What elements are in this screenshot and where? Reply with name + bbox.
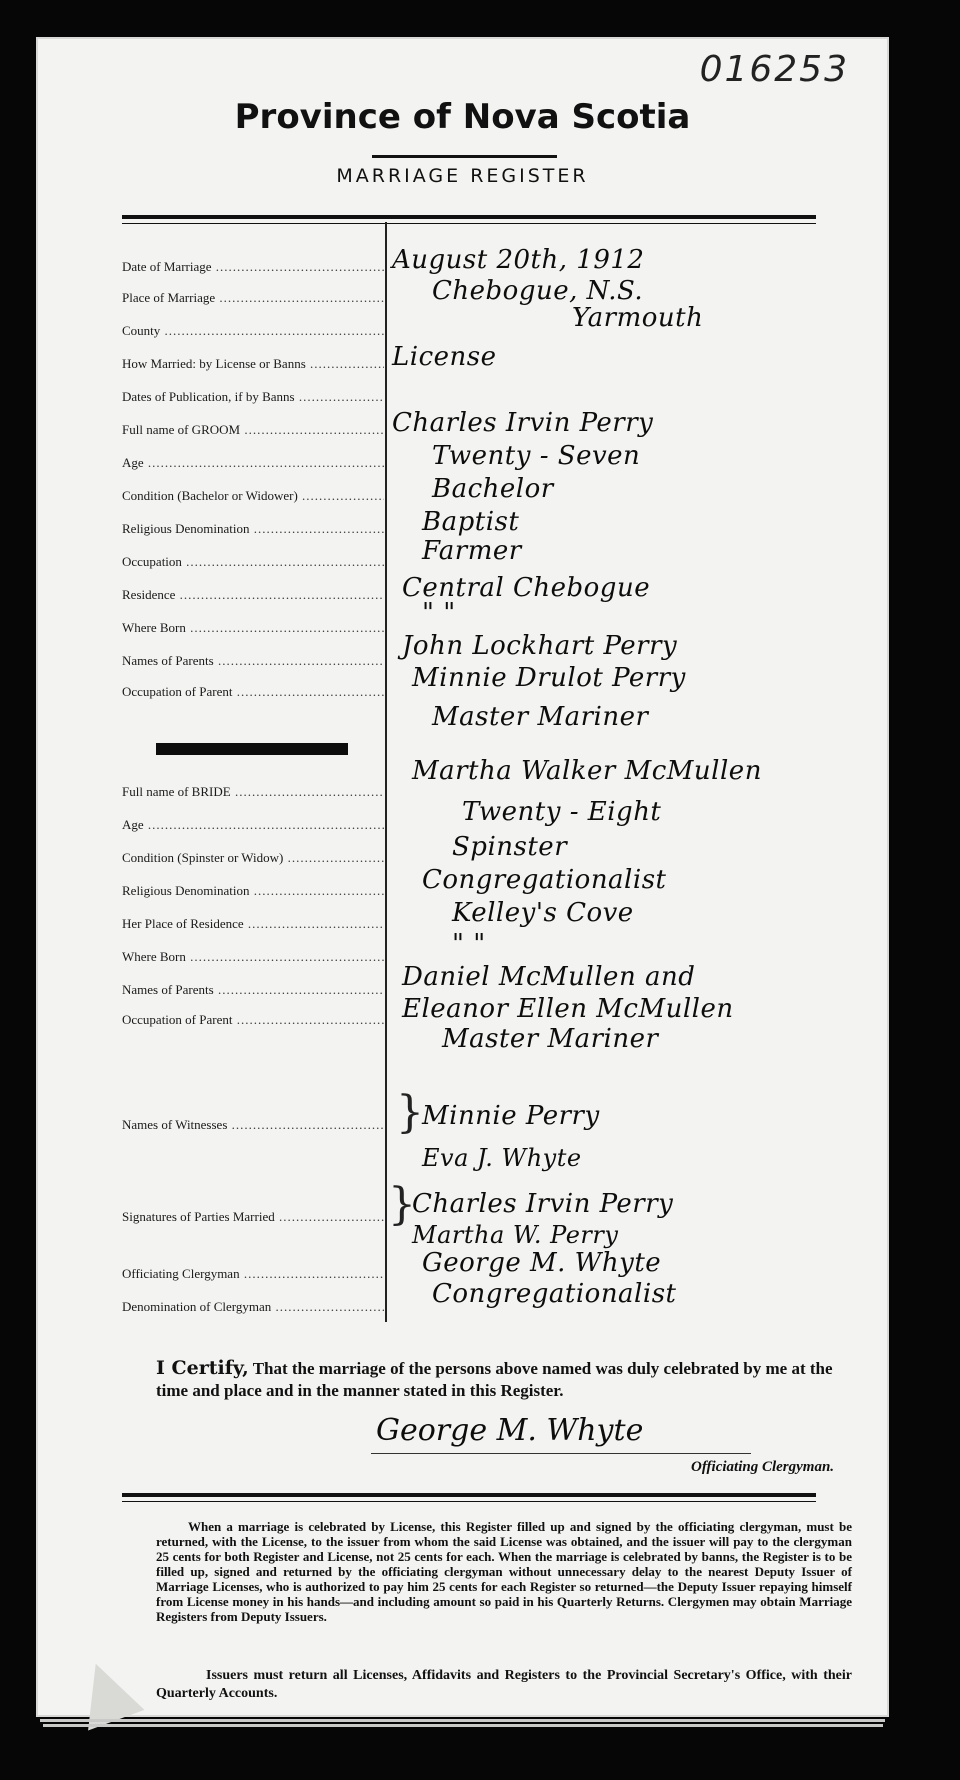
- signature-line: [371, 1453, 751, 1454]
- field-value: George M. Whyte: [422, 1248, 662, 1278]
- field-label: Denomination of Clergyman .....: [122, 1299, 384, 1315]
- bride-section-marker: [156, 743, 348, 755]
- field-value: Congregationalist: [422, 865, 667, 895]
- field-label: Officiating Clergyman .....: [122, 1266, 384, 1282]
- field-label: Where Born .....: [122, 620, 384, 636]
- field-value: Yarmouth: [572, 303, 704, 333]
- top-divider-thin: [122, 223, 816, 224]
- field-label: Residence .....: [122, 587, 384, 603]
- field-value-secondary: Eleanor Ellen McMullen: [402, 994, 734, 1024]
- certify-lead: I Certify,: [156, 1357, 249, 1379]
- field-label: Occupation .....: [122, 554, 384, 570]
- row-bride-parent-occupation: [122, 1012, 802, 1072]
- field-label: Full name of BRIDE .....: [122, 784, 384, 800]
- field-label: Age .....: [122, 817, 384, 833]
- field-value: License: [392, 342, 497, 372]
- signature-caption: Officiating Clergyman.: [691, 1459, 835, 1475]
- field-value: Twenty - Eight: [462, 797, 662, 827]
- top-divider: [122, 215, 816, 219]
- field-label: County .....: [122, 323, 384, 339]
- field-value: Baptist: [422, 507, 520, 537]
- field-value: Charles Irvin Perry: [392, 408, 654, 438]
- field-value-secondary: Martha W. Perry: [412, 1221, 619, 1249]
- field-label: Her Place of Residence .....: [122, 916, 384, 932]
- field-label: Dates of Publication, if by Banns .....: [122, 389, 384, 405]
- issuer-instruction: Issuers must return all Licenses, Affidavits and Registers to the Provincial Secretary's Office, with their Quarterly Accounts.: [156, 1668, 852, 1701]
- field-label: Names of Parents .....: [122, 653, 384, 669]
- field-value-secondary: Minnie Drulot Perry: [412, 663, 686, 693]
- field-value: Master Mariner: [442, 1024, 659, 1054]
- page-title: Province of Nova Scotia: [234, 97, 691, 137]
- field-value: Charles Irvin Perry: [412, 1189, 674, 1219]
- field-label: Date of Marriage .....: [122, 259, 384, 275]
- field-label: Signatures of Parties Married .....: [122, 1209, 384, 1225]
- field-label: Age .....: [122, 455, 384, 471]
- field-value: Martha Walker McMullen: [412, 756, 762, 786]
- signature-brace: }: [388, 1179, 416, 1230]
- paper-edge: [40, 1719, 885, 1722]
- field-label: Religious Denomination .....: [122, 521, 384, 537]
- certification-statement: [156, 1357, 856, 1402]
- field-label: Religious Denomination .....: [122, 883, 384, 899]
- field-label: Full name of GROOM .....: [122, 422, 384, 438]
- row-how-married: [122, 342, 802, 382]
- field-value: " ": [452, 929, 486, 959]
- register-form: [36, 37, 889, 1717]
- field-label: Where Born .....: [122, 949, 384, 965]
- field-value: Farmer: [422, 536, 522, 566]
- bottom-divider-thin: [122, 1501, 816, 1502]
- field-label: Condition (Bachelor or Widower) .....: [122, 488, 384, 504]
- row-signatures: [122, 1177, 802, 1249]
- bottom-divider: [122, 1493, 816, 1497]
- field-label: Place of Marriage .....: [122, 290, 384, 306]
- field-value: August 20th, 1912: [392, 245, 645, 275]
- title-divider: [372, 155, 557, 158]
- field-value: John Lockhart Perry: [402, 631, 678, 661]
- field-value: Bachelor: [432, 474, 554, 504]
- field-value: Minnie Perry: [422, 1101, 600, 1131]
- field-value: Kelley's Cove: [452, 898, 634, 928]
- row-witnesses: [122, 1069, 802, 1172]
- document-number: 016253: [699, 49, 849, 90]
- field-label: Names of Parents .....: [122, 982, 384, 998]
- license-notice: When a marriage is celebrated by License, this Register filled up and signed by the officiating clergyman, must be returned, with the License, to the issuer from whom the said License was obtained, and the issuer will pay to the clergyman 25 cents for both Register and License, not 25 cents for each. When the marriage is celebrated by banns, the Register is to be filled up, signed and returned by the officiating clergyman without unnecessary delay to the nearest Deputy Issuer of Marriage Licenses, who is authorized to pay him 25 cents for each Register so returned—the Deputy Issuer repaying himself from License money in his hands—and including amount so paid in his Quarterly Returns. Clergymen may obtain Marriage Registers from Deputy Issuers.: [156, 1519, 852, 1624]
- field-label: Names of Witnesses .....: [122, 1117, 384, 1133]
- witness-brace: }: [396, 1087, 424, 1138]
- field-value: Central Chebogue: [402, 573, 651, 603]
- field-value: Master Mariner: [432, 702, 649, 732]
- field-label: Condition (Spinster or Widow) .....: [122, 850, 384, 866]
- field-value: Twenty - Seven: [432, 441, 641, 471]
- clergyman-signature: George M. Whyte: [376, 1413, 644, 1448]
- field-label: Occupation of Parent .....: [122, 684, 384, 700]
- form-subtitle: MARRIAGE REGISTER: [336, 165, 589, 187]
- field-label: Occupation of Parent .....: [122, 1012, 384, 1028]
- row-clergyman-denomination: [122, 1279, 802, 1325]
- row-groom-parent-occupation: [122, 684, 802, 744]
- row-groom-residence: [122, 573, 802, 613]
- field-label: How Married: by License or Banns .....: [122, 356, 384, 372]
- paper-edge: [43, 1724, 883, 1727]
- field-value: Congregationalist: [432, 1279, 677, 1309]
- field-value-secondary: Eva J. Whyte: [422, 1144, 582, 1172]
- field-value: Spinster: [452, 832, 568, 862]
- field-value: Chebogue, N.S.: [432, 276, 644, 306]
- certify-text: That the marriage of the persons above named was duly celebrated by me at the time and place and in the manner stated in this Register.: [156, 1359, 833, 1400]
- field-value: " ": [422, 598, 456, 628]
- field-value: Daniel McMullen and: [402, 962, 696, 992]
